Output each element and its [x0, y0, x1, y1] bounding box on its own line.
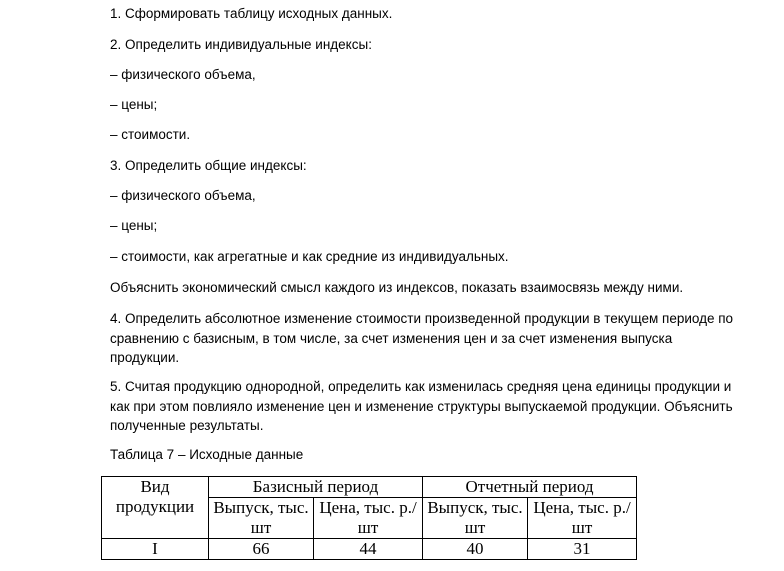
source-data-table — [101, 476, 637, 560]
table-row — [102, 539, 637, 560]
cell-report-output: 40 — [423, 539, 528, 560]
task-item-5: 5. Считая продукцию однородной, определить как изменилась средняя цена единицы продукции и как при этом повлияло изменение цен и изменение структуры выпускаемой продукции. Объяснить полученные результаты. — [110, 379, 733, 433]
header-base-price: Цена, тыс. р./шт — [314, 498, 423, 539]
table-caption: Таблица 7 – Исходные данные — [110, 447, 304, 462]
cell-base-output: 66 — [209, 539, 314, 560]
header-report-output: Выпуск, тыс. шт — [423, 498, 528, 539]
task-item-2: 2. Определить индивидуальные индексы: — [110, 37, 372, 52]
header-report-price: Цена, тыс. р./шт — [528, 498, 637, 539]
cell-base-price: 44 — [314, 539, 423, 560]
table-header-row — [102, 477, 637, 498]
cell-report-price: 31 — [528, 539, 637, 560]
header-report-period: Отчетный период — [423, 477, 637, 498]
header-product-type: Вид продукции — [102, 477, 209, 539]
task-subitem-cost: – стоимости. — [110, 127, 191, 142]
task-item-3: 3. Определить общие индексы: — [110, 158, 307, 173]
task-subitem-price-2: – цены; — [110, 218, 158, 233]
task-subitem-volume-2: – физического объема, — [110, 188, 256, 203]
task-subitem-price: – цены; — [110, 97, 158, 112]
task-item-4: 4. Определить абсолютное изменение стоимости произведенной продукции в текущем периоде по сравнению с базисным, в том числе, за счет изменения цен и за счет изменения выпуска продукции. — [110, 311, 734, 365]
task-subitem-cost-2: – стоимости, как агрегатные и как средние из индивидуальных. — [110, 249, 509, 264]
task-item-1: 1. Сформировать таблицу исходных данных. — [110, 6, 393, 21]
header-base-output: Выпуск, тыс. шт — [209, 498, 314, 539]
explain-text: Объяснить экономический смысл каждого из индексов, показать взаимосвязь между ними. — [110, 280, 684, 295]
task-subitem-volume: – физического объема, — [110, 67, 256, 82]
header-base-period: Базисный период — [209, 477, 423, 498]
cell-product-type: I — [102, 539, 209, 560]
